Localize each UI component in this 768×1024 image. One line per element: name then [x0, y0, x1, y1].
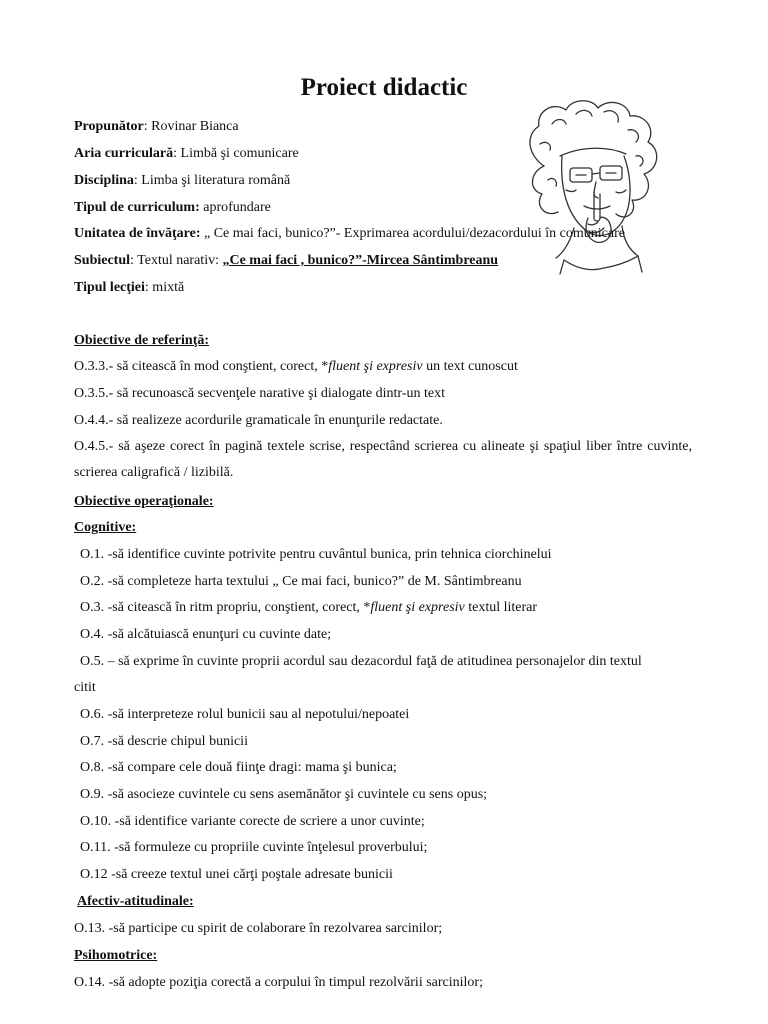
subiectul-line [74, 252, 498, 270]
obiective-operationale-heading: Obiective operaţionale: [74, 494, 214, 509]
objective-o5: O.5. – să exprime în cuvinte proprii acordul sau dezacordul faţă de atitudinea personajelor din textul [80, 654, 642, 669]
page-title: Proiect didactic [300, 74, 468, 101]
disciplina-label: Disciplina [74, 173, 134, 188]
objective-o8: O.8. -să compare cele două fiinţe dragi: mama şi bunica; [80, 760, 397, 775]
objective-italic: fluent şi expresiv [328, 359, 423, 374]
obiective-referinta-heading: Obiective de referinţă: [74, 333, 210, 348]
tipul-lectiei-value: : mixtă [144, 280, 185, 295]
aria-label: Aria curriculară [74, 146, 174, 161]
objective-o12: O.12 -să creeze textul unei cărţi poştale adresate bunicii [80, 867, 393, 882]
psihomotrice-heading: Psihomotrice: [74, 948, 158, 963]
objective-o35: O.3.5.- să recunoască secvenţele narative şi dialogate dintr-un text [74, 386, 445, 401]
grandmother-sketch-illustration [504, 96, 674, 286]
objective-text: O.3.3.- să citească în mod conştient, corect, * [74, 359, 329, 374]
objective-o5-continued: citit [74, 680, 96, 695]
objective-o14: O.14. -să adopte poziţia corectă a corpului în timpul rezolvării sarcinilor; [74, 975, 483, 990]
subiectul-label: Subiectul [74, 253, 131, 268]
tipul-curriculum-value: aprofundare [199, 200, 271, 215]
objective-o10: O.10. -să identifice variante corecte de scriere a unor cuvinte; [80, 814, 425, 829]
propunator-label: Propunător [74, 119, 144, 134]
objective-o9: O.9. -să asocieze cuvintele cu sens asemănător şi cuvintele cu sens opus; [80, 787, 488, 802]
aria-curriculara-line [74, 145, 299, 163]
objective-o44: O.4.4.- să realizeze acordurile gramaticale în enunţurile redactate. [74, 413, 443, 428]
propunator-line [74, 118, 239, 136]
objective-o331 [74, 358, 518, 376]
objective-text: un text cunoscut [422, 359, 518, 374]
objective-o1: O.1. -să identifice cuvinte potrivite pentru cuvântul bunica, prin tehnica ciorchinelui [80, 547, 552, 562]
disciplina-value: : Limba şi literatura română [133, 173, 291, 188]
tipul-curriculum-line [74, 199, 271, 217]
cognitive-heading: Cognitive: [74, 520, 137, 535]
afectiv-atitudinale-heading: Afectiv-atitudinale: [77, 894, 194, 909]
tipul-lectiei-line [74, 279, 184, 297]
subiectul-value: : Textul narativ: [130, 253, 223, 268]
tipul-curriculum-label: Tipul de curriculum: [74, 200, 200, 215]
objective-text: O.3. -să citească în ritm propriu, conştient, corect, * [80, 600, 371, 615]
unitatea-invatare-line [74, 225, 625, 243]
objective-o4: O.4. -să alcătuiască enunţuri cu cuvinte date; [80, 627, 332, 642]
unitatea-label: Unitatea de învăţare: [74, 226, 201, 241]
objective-o3 [80, 599, 537, 617]
unitatea-value: „ Ce mai faci, bunico?”- Exprimarea acordului/dezacordului în comunicare [200, 226, 625, 241]
objective-o11: O.11. -să formuleze cu propriile cuvinte înţelesul proverbului; [80, 840, 428, 855]
aria-value: : Limbă şi comunicare [173, 146, 299, 161]
objective-o6: O.6. -să interpreteze rolul bunicii sau al nepotului/nepoatei [80, 707, 410, 722]
objective-italic: fluent şi expresiv [370, 600, 465, 615]
objective-o13: O.13. -să participe cu spirit de colaborare în rezolvarea sarcinilor; [74, 921, 443, 936]
objective-o7: O.7. -să descrie chipul bunicii [80, 734, 248, 749]
objective-text: textul literar [464, 600, 538, 615]
disciplina-line [74, 172, 290, 190]
tipul-lectiei-label: Tipul lecţiei [74, 280, 145, 295]
objective-o45: O.4.5.- să aşeze corect în pagină textele scrise, respectând scrierea cu alineate şi spaţiul liber între cuvinte, scrierea caligrafică / lizibilă. [74, 439, 692, 480]
propunator-value: : Rovinar Bianca [143, 119, 239, 134]
objective-o2: O.2. -să completeze harta textului „ Ce mai faci, bunico?” de M. Sântimbreanu [80, 574, 522, 589]
subiectul-title: „Ce mai faci , bunico?”-Mircea Sântimbreanu [222, 253, 499, 268]
